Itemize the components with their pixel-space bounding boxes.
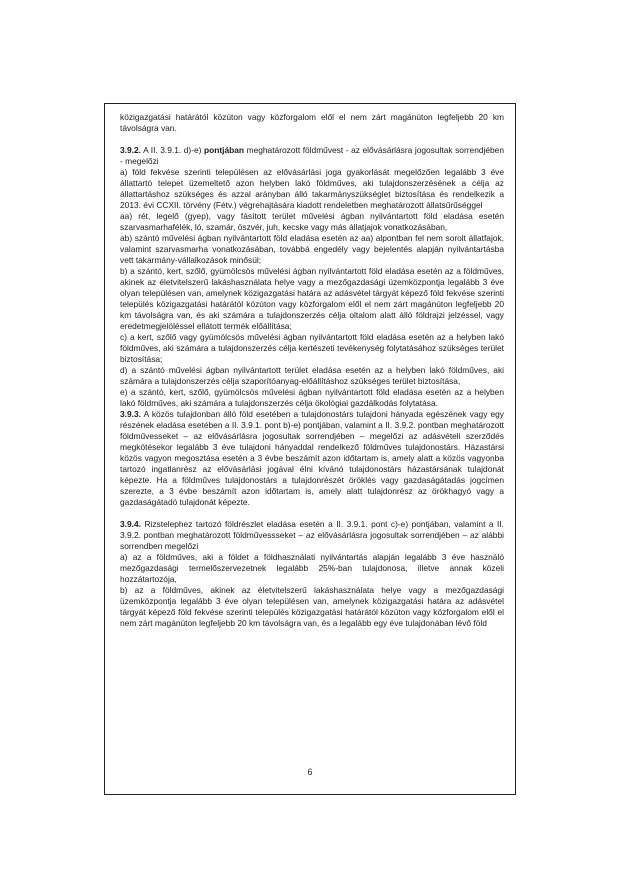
section-text: Rizstelephez tartozó földrészlet eladása esetén a II. 3.9.1. pont c)-e) pontjában, valamint a II. 3.9.2. pontban meghatározott földművessseket – az elővásárlásra jogosultak sorrendjében – az alábbi sorrendben megelőzi	[120, 519, 504, 551]
section-number: 3.9.3.	[120, 409, 141, 419]
section-3-9-2-heading	[120, 145, 504, 167]
list-item: b) a szántó, kert, szőlő, gyümölcsös művelési ágban nyilvántartott föld eladása esetén az a földműves, akinek az életvitelszerű lakáshasználata helye vagy a mezőgazdasági üzemközpontja legalább 3 éve olyan településen van, amelynek közigazgatási határa az adásvétel tárgyát képező föld fekvése szerinti település közigazgatási határától közúton vagy közforgalom elől el nem zárt magánúton legfeljebb 20 km távolságra van, és aki számára a tulajdonszerzés célja oltalom alatt álló földrajzi jelzéssel, vagy eredetmegjelöléssel ellátott termék előállítása;	[120, 266, 504, 331]
list-item: ab) szántó művelési ágban nyilvántartott föld eladása esetén az aa) alpontban fel nem sorolt állatfajok, valamint szarvasmarha vonatkozásában, továbbá engedély vagy bejelentés alapján nyilvántartásba vett takarmány-vállalkozások minősül;	[120, 233, 504, 265]
section-number: 3.9.2.	[120, 145, 141, 155]
list-item: b) az a földműves, akinek az életvitelszerű lakáshasználata helye vagy a mezőgazdasági üzemközpontja legalább 3 éve olyan településen van, amelynek közigazgatási határa az adásvétel tárgyát képező föld fekvése szerinti település közigazgatási határától közúton vagy közforgalom elől el nem zárt magánúton legfeljebb 20 km távolságra van, és a legalább egy éve tulajdonában lévő föld	[120, 585, 504, 628]
list-item: d) a szántó művelési ágban nyilvántartott terület eladása esetén az a helyben lakó földműves, aki számára a tulajdonszerzés célja szaporítóanyag-előállításhoz szükséges terület biztosítása,	[120, 365, 504, 386]
section-lead: A II. 3.9.1. d)-e)	[143, 145, 202, 155]
spacer	[120, 508, 504, 519]
list-item: a) az a földműves, aki a földet a földhasználati nyilvántartás alapján legalább 3 éve használó mezőgazdasági termelőszervezetnek legalább 25%-ban tulajdonosa, illetve annak közeli hozzátartozója,	[120, 552, 504, 584]
intro-paragraph: közigazgatási határától közúton vagy közforgalom elől el nem zárt magánúton legfeljebb 20 km távolságra van.	[120, 112, 504, 133]
list-item: aa) rét, legelő (gyep), vagy fásított terület művelési ágban nyilvántartott föld eladása esetén szarvasmarhafélék, ló, szamár, öszvér, juh, kecske vagy más állatjajok vonatkozásában,	[120, 211, 504, 232]
section-3-9-3	[120, 409, 504, 508]
section-3-9-4	[120, 519, 504, 552]
section-text: A közös tulajdonban álló föld esetében a tulajdonostárs tulajdoni hányada egészének vagy egy részének eladása esetében a II. 3.9.1. pont b)-e) pontjában, valamint a II. 3.9.2. pontban meghatározott földművesseket – az elővásárlásra jogosultak sorrendjében – megelőzi az adásvételi szerződés megkötésekor legalább 3 éve tulajdoni hányaddal rendelkező földműves tulajdonostárs. Házastársi közös vagyon megosztása esetén a 3 évbe beszámít azon időtartam is, amely alatt a közös vagyonba tartozó ingatlanrész az elővásárlási jogával élni kívánó tulajdonostárs házastársának tulajdonát képezte. Ha a földműves tulajdonostárs a tulajdonrészét öröklés vagy gazdaságátadás jogcímen szerezte, a 3 évbe beszámít azon időtartam is, amely alatt tulajdonrész az örökhagyó vagy a gazdaságátadó tulajdonát képezte.	[120, 409, 504, 507]
page-number: 6	[307, 767, 313, 777]
list-item: e) a szántó, kert, szőlő, gyümölcsös művelési ágban nyilvántartott föld eladása esetén az a helyben lakó földműves, aki számára a tulajdonszerzés célja ökológiai gazdálkodás folytatása.	[120, 387, 504, 408]
section-bold-word: pontjában	[204, 145, 245, 155]
list-item: c) a kert, szőlő vagy gyümölcsös művelési ágban nyilvántartott föld eladása esetén az a helyben lakó földműves, aki számára a tulajdonszerzés célja kertészeti tevékenység folytatásához szükséges terület biztosítása;	[120, 332, 504, 364]
spacer	[120, 134, 504, 145]
document-body	[120, 112, 504, 629]
section-number: 3.9.4.	[120, 519, 141, 529]
section-rest: meghatározott földművest - az elővásárlásra jogosultak sorrendjében - megelőzi	[120, 145, 504, 166]
list-item: a) föld fekvése szerinti településen az elővásárlási joga gyakorlását megelőzően legalább 3 éve állattartó telepet üzemeltető azon helyben lakó földműves, aki tulajdonszerzésének a célja az állattartáshoz szükséges és azzal arányban álló takarmányszükséglet biztosítása és rendelkezik a 2013. évi CCXII. törvény (Fétv.) végrehajtására kiadott rendeletben meghatározott állatsűrűséggel	[120, 167, 504, 210]
